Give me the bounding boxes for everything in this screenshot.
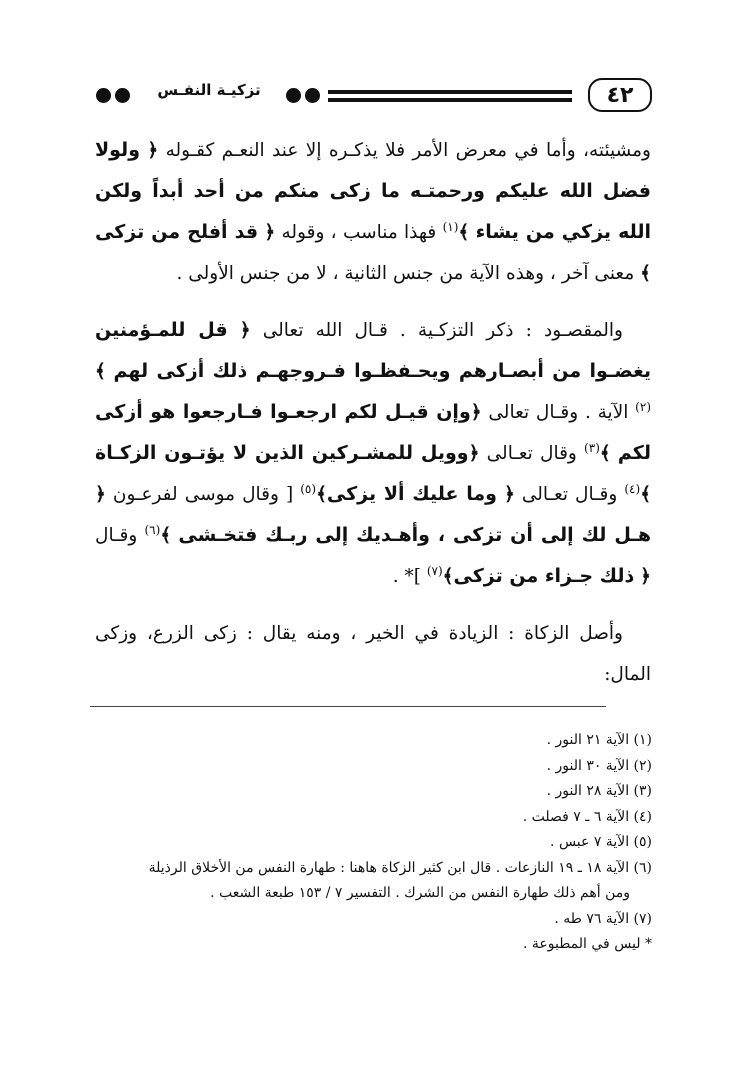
quran-bracket-close: ﴾ <box>316 484 327 505</box>
footnote-ref: (٢) <box>635 399 651 414</box>
quran-bracket-close: ﴾ <box>640 484 652 505</box>
quran-verse: قل للمـؤمنين يغضـوا من أبصـارهم ويحـفظـوا فـروجهـم ذلك أزكى لهم <box>95 319 651 382</box>
quran-verse: وإن قيـل لكم ارجعـوا فـارجعوا هو أزكى لكم <box>95 401 651 464</box>
quran-bracket-close: ﴾ <box>640 263 651 284</box>
paragraph: وأصل الزكاة : الزيادة في الخير ، ومنه يقال : زكى الزرع، وزكى المال: <box>95 623 651 685</box>
paragraph <box>95 130 651 294</box>
footnote-ref: (٤) <box>624 481 641 496</box>
text-run: وقـال تعـالى <box>521 484 618 505</box>
footnote-ref: (١) <box>442 219 459 234</box>
text-run: وقال تعـالى <box>486 443 577 464</box>
header-rule <box>328 98 572 102</box>
footnote-ref: (٧) <box>426 563 443 578</box>
text-run: معنى آخر ، وهذه الآية من جنس الثانية ، لا من جنس الأولى . <box>176 263 635 284</box>
quran-bracket-open: ﴿ <box>470 402 482 423</box>
quran-bracket-open: ﴿ <box>264 222 276 243</box>
quran-bracket-close: ﴾ <box>95 361 106 382</box>
quran-bracket-open: ﴿ <box>468 443 480 464</box>
ornament-dot-icon <box>286 88 301 103</box>
text-run: الآية . وقـال تعالى <box>488 402 629 423</box>
footnote-continuation: ومن أهم ذلك طهارة النفس من الشرك . التفسير ٧ / ١٥٣ طبعة الشعب . <box>210 885 630 901</box>
footnote-ref: (٣) <box>584 440 600 455</box>
ornament-dot-icon <box>305 88 320 103</box>
page-number: ٤٢ <box>588 78 652 112</box>
quran-verse: هـل لك إلى أن تزكى ، وأهـديك إلى ربـك فتخـشى <box>178 524 651 546</box>
text-run: وقـال <box>95 525 138 546</box>
quran-verse: قد أفلح من تزكى <box>95 221 259 243</box>
footnote: (٦) الآية ١٨ ـ ١٩ النازعات . قال ابن كثير الزكاة هاهنا : طهارة النفس من الأخلاق الرذيلة <box>148 859 652 876</box>
paragraph <box>95 310 651 597</box>
footnote: (٥) الآية ٧ عبس . <box>550 834 652 850</box>
quran-verse: وما عليك ألا يزكى <box>326 483 497 505</box>
text-run: فهذا مناسب ، وقوله <box>281 222 437 243</box>
quran-verse: وويل للمشـركين الذين لا يؤتـون الزكـاة <box>95 442 469 464</box>
header-rule <box>328 90 572 94</box>
ornament-dot-icon <box>96 88 111 103</box>
text-run: [ وقال موسى لفرعـون <box>112 484 294 505</box>
footnote-divider <box>90 706 606 707</box>
ornament-dot-icon <box>115 88 130 103</box>
footnote: (٢) الآية ٣٠ النور . <box>546 757 652 774</box>
footnote: (٧) الآية ٧٦ طه . <box>554 910 652 927</box>
quran-bracket-open: ﴿ <box>503 484 515 505</box>
quran-verse: ذلك جـزاء من تزكى <box>453 565 635 587</box>
running-title: تزكيـة النفـس <box>157 81 261 99</box>
quran-bracket-close: ﴾ <box>458 222 470 243</box>
quran-bracket-close: ﴾ <box>160 525 172 546</box>
quran-bracket-open: ﴿ <box>95 484 106 505</box>
text-run: والمقصـود : ذكر التزكـية . قـال الله تعالى <box>262 320 623 341</box>
footnote: (٤) الآية ٦ ـ ٧ فصلت . <box>522 808 652 825</box>
quran-bracket-open: ﴿ <box>239 320 251 341</box>
quran-bracket-open: ﴿ <box>147 140 159 161</box>
text-run: ]* . <box>392 566 421 587</box>
quran-bracket-close: ﴾ <box>442 566 454 587</box>
quran-verse: ولولا فضل الله عليكم ورحمتـه ما زكى منكم من أحد أبداً ولكن الله يزكي من يشاء <box>95 139 651 243</box>
footnote-ref: (٦) <box>144 522 161 537</box>
quran-bracket-open: ﴿ <box>640 566 651 587</box>
footnote: (١) الآية ٢١ النور . <box>546 732 652 748</box>
footnote: (٣) الآية ٢٨ النور . <box>546 783 652 799</box>
text-run: ومشيئته، وأما في معرض الأمر فلا يذكـره إلا عند النعـم كقـوله <box>165 140 651 161</box>
footnote: * ليس في المطبوعة . <box>522 936 652 952</box>
page-header <box>96 78 652 118</box>
main-text <box>95 130 651 711</box>
footnotes <box>86 728 652 958</box>
footnote-ref: (٥) <box>300 481 317 496</box>
quran-bracket-close: ﴾ <box>599 443 611 464</box>
